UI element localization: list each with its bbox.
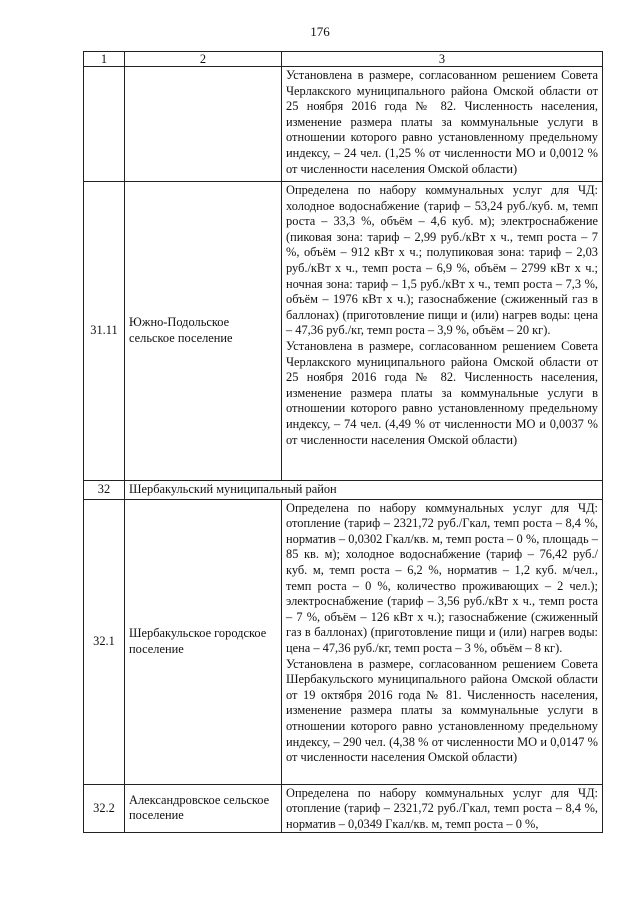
- row-number-cell: 32: [84, 481, 125, 500]
- row-text-paragraph: Установлена в размере, согласованном решением Совета Черлакского муниципального района Омской области от 25 ноября 2016 года № 82. Численность населения, изменение размера платы за коммунальные услуги в отношении которого равно установленному предельному индексу, – 24 чел. (1,25 % от численности МО и 0,0012 % от численности населения Омской области): [286, 68, 598, 176]
- region-name-cell: Шербакульский муниципальный район: [125, 481, 603, 500]
- page-number: 176: [310, 24, 330, 39]
- row-number-cell: 32.2: [84, 784, 125, 833]
- row-text-cell: [282, 182, 603, 481]
- column-header-2: 2: [125, 52, 282, 67]
- row-name-cell: [125, 67, 282, 182]
- row-number-cell: 31.11: [84, 182, 125, 481]
- table-row: [84, 67, 603, 182]
- row-name-cell: Александровское сельское поселение: [125, 784, 282, 833]
- row-text-paragraph: Определена по набору коммунальных услуг для ЧД: холодное водоснабжение (тариф – 53,24 руб./куб. м, темп роста – 33,3 %, объём – 4,6 куб. м); электроснабжение (пиковая зона: тариф – 2,99 руб./кВт х ч., темп роста – 7 %, объём – 912 кВт х ч.; полупиковая зона: тариф – 2,03 руб./кВт х ч., темп роста – 6,9 %, объём – 2799 кВт х ч.; ночная зона: тариф – 1,5 руб./кВт х ч., темп роста – 7,3 %, объём – 1976 кВт х ч.); газоснабжение (сжиженный газ в баллонах) (приготовление пищи и (или) нагрев воды: цена – 47,36 руб./кг, темп роста – 3,9 %, объём – 20 кг).: [286, 183, 598, 338]
- table-row: [84, 182, 603, 481]
- table-row: [84, 784, 603, 833]
- row-name-cell: Шербакульское городское поселение: [125, 499, 282, 784]
- row-name-cell: Южно-Подольское сельское поселение: [125, 182, 282, 481]
- row-text-paragraph: Определена по набору коммунальных услуг для ЧД: отопление (тариф – 2321,72 руб./Гкал, темп роста – 8,4 %, норматив – 0,0302 Гкал/кв. м, темп роста – 0 %, площадь – 85 кв. м); холодное водоснабжение (тариф – 76,42 руб./куб. м, темп роста – 6,2 %, норматив – 1,2 куб. м/чел., темп роста – 0 %, количество проживающих – 2 чел.); электроснабжение (тариф – 3,56 руб./кВт х ч., темп роста – 7 %, объём – 126 кВт х ч.); газоснабжение (сжиженный газ в баллонах) (приготовление пищи и (или) нагрев воды: цена – 47,36 руб./кг, темп роста – 3 %, объём – 8 кг).: [286, 500, 598, 655]
- row-number-cell: 32.1: [84, 499, 125, 784]
- row-text-paragraph: Установлена в размере, согласованном решением Совета Черлакского муниципального района Омской области от 25 ноября 2016 года № 82. Численность населения, изменение размера платы за коммунальные услуги в отношении которого равно установленному предельному индексу, – 74 чел. (4,49 % от численности МО и 0,0037 % от численности населения Омской области): [286, 338, 598, 447]
- row-number-cell: [84, 67, 125, 182]
- row-text-paragraph: Определена по набору коммунальных услуг для ЧД: отопление (тариф – 2321,72 руб./Гкал, темп роста – 8,4 %, норматив – 0,0349 Гкал/кв. м, темп роста – 0 %,: [286, 785, 598, 831]
- row-text-paragraph: Установлена в размере, согласованном решением Совета Шербакульского муниципального района Омской области от 19 октября 2016 года № 81. Численность населения, изменение размера платы за коммунальные услуги в отношении которого равно установленному предельному индексу, – 290 чел. (4,38 % от численности МО и 0,0147 % от численности населения Омской области): [286, 656, 598, 765]
- column-header-3: 3: [282, 52, 603, 67]
- table-row: [84, 499, 603, 784]
- column-header-1: 1: [84, 52, 125, 67]
- table-header-row: [84, 52, 603, 67]
- row-text-cell: [282, 67, 603, 182]
- row-text-cell: [282, 784, 603, 833]
- row-text-cell: [282, 499, 603, 784]
- tariff-table: [83, 51, 603, 833]
- table-row: [84, 481, 603, 500]
